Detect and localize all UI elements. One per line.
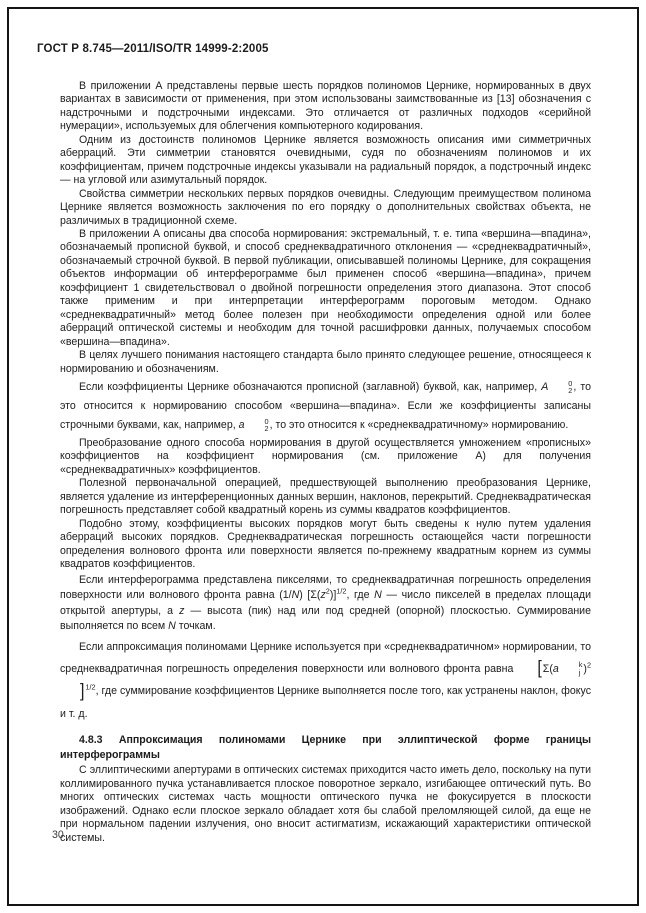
- body-paragraph: Свойства симметрии нескольких первых порядков очевидны. Следующим преимуществом полинома Цернике является возможность заключения по его порядку о дополнительных свойствах объекта, не различимых в традиционной схеме.: [60, 187, 591, 227]
- body-paragraph: Одним из достоинств полиномов Цернике является возможность описания ими симметричных аберраций. Эти симметрии становятся очевидными, судя по обозначениям полиномов и их коэффициентам, причем подстрочные индексы указывали на радиальный порядок, а подстрочный индекс — на угловой или азимутальный порядок.: [60, 133, 591, 187]
- body-paragraph: Преобразование одного способа нормирования в другой осуществляется умножением «прописных» коэффициентов на коэффициент нормирования (см. приложение А) для получения «среднеквадратичных» коэффициентов.: [60, 436, 591, 476]
- body-paragraph-with-formula: Если аппроксимация полиномами Цернике используется при «среднеквадратичном» нормировании, то среднеквадратичная погрешность определения поверхности или волнового фронта равна [Σ(a k j )$^2$]$^{1/2}$, где суммирование коэффициентов Цернике выполняется после того, как устранены наклон, фокус и т. д.: [60, 640, 591, 721]
- section-heading-4-8-3: 4.8.3 Аппроксимация полиномами Цернике при эллиптической форме границы интерферограммы: [60, 734, 591, 761]
- document-body: [60, 80, 591, 845]
- body-paragraph: В целях лучшего понимания настоящего стандарта было принято следующее решение, относящееся к нормированию и обозначениям.: [60, 349, 591, 375]
- body-paragraph: Подобно этому, коэффициенты высоких порядков могут быть сведены к нулю путем удаления аберраций высоких порядков. Среднеквадратическая погрешность остающейся части погрешности определения волнового фронта или поверхности является по-прежнему квадратным корнем из суммы квадратов коэффициентов.: [60, 517, 591, 571]
- document-header: ГОСТ Р 8.745—2011/ISO/TR 14999-2:2005: [37, 43, 269, 55]
- body-paragraph: Полезной первоначальной операцией, предшествующей выполнению преобразования Цернике, является удаление из интерференционных данных вершин, наклонов, перекрытий. Среднеквадратическая погрешность представляет собой квадратный корень из суммы квадратов коэффициентов.: [60, 477, 591, 517]
- body-paragraph: В приложении А описаны два способа нормирования: экстремальный, т. е. типа «вершина—впадина», обозначаемый прописной буквой, и способ среднеквадратичного отклонения — «среднеквадратичный», обозначаемый строчной буквой. В первой публикации, описывавшей полиномы Цернике, для сокращения объектов информации об интерферограмме был применен способ «вершина—впадина», причем коэффициент 1 свидетельствовал о двойной погрешности определения этого диапазона. Этот способ также применим и при интерпретации интерферограмм пороговым методом. Однако «среднеквадратичный» метод более полезен при необходимости определения одной или более аберраций оптической системы и необходим для точной расшифровки данных, получаемых способом «вершина—впадина».: [60, 227, 591, 348]
- body-paragraph-with-formula: Если коэффициенты Цернике обозначаются прописной (заглавной) буквой, как, например, A 0 2 , то это относится к нормированию способом «вершина—впадина». Если же коэффициенты записаны строчными буквами, как, например, a 0 2 , то это относится к «среднеквадратичному» нормированию.: [60, 378, 592, 434]
- page-number: 30: [52, 829, 64, 841]
- body-paragraph: В приложении А представлены первые шесть порядков полиномов Цернике, нормированных в двух вариантах в зависимости от применения, при этом использованы заимствованные из [13] обозначения с надстрочными и подстрочными индексами. Это отличается от различных подходов «серийной нумерации», используемых для облегчения компьютерного кодирования.: [60, 80, 591, 133]
- body-paragraph: С эллиптическими апертурами в оптических системах приходится часто иметь дело, поскольку на пути коллимированного пучка устанавливается плоское поворотное зеркало, изгибающее оптический путь. Во многих оптических системах часть мощности оптического пучка не фокусируется в плоскости изображений. Однако если плоское зеркало обладает хотя бы слабой преломляющей силой, да еще не при нормальном падении излучения, оно вносит астигматизм, искажающий характеристики оптической системы.: [60, 764, 591, 844]
- body-paragraph-with-formula: Если интерферограмма представлена пикселями, то среднеквадратичная погрешность определения поверхности или волнового фронта равна (1/N) $[\Sigma(z^2)]^{1/2}$, где N — число пикселей в пределах площади открытой апертуры, а z — высота (пик) над или под средней (опорной) плоскостью. Суммирование выполняется по всем N точкам.: [60, 573, 591, 632]
